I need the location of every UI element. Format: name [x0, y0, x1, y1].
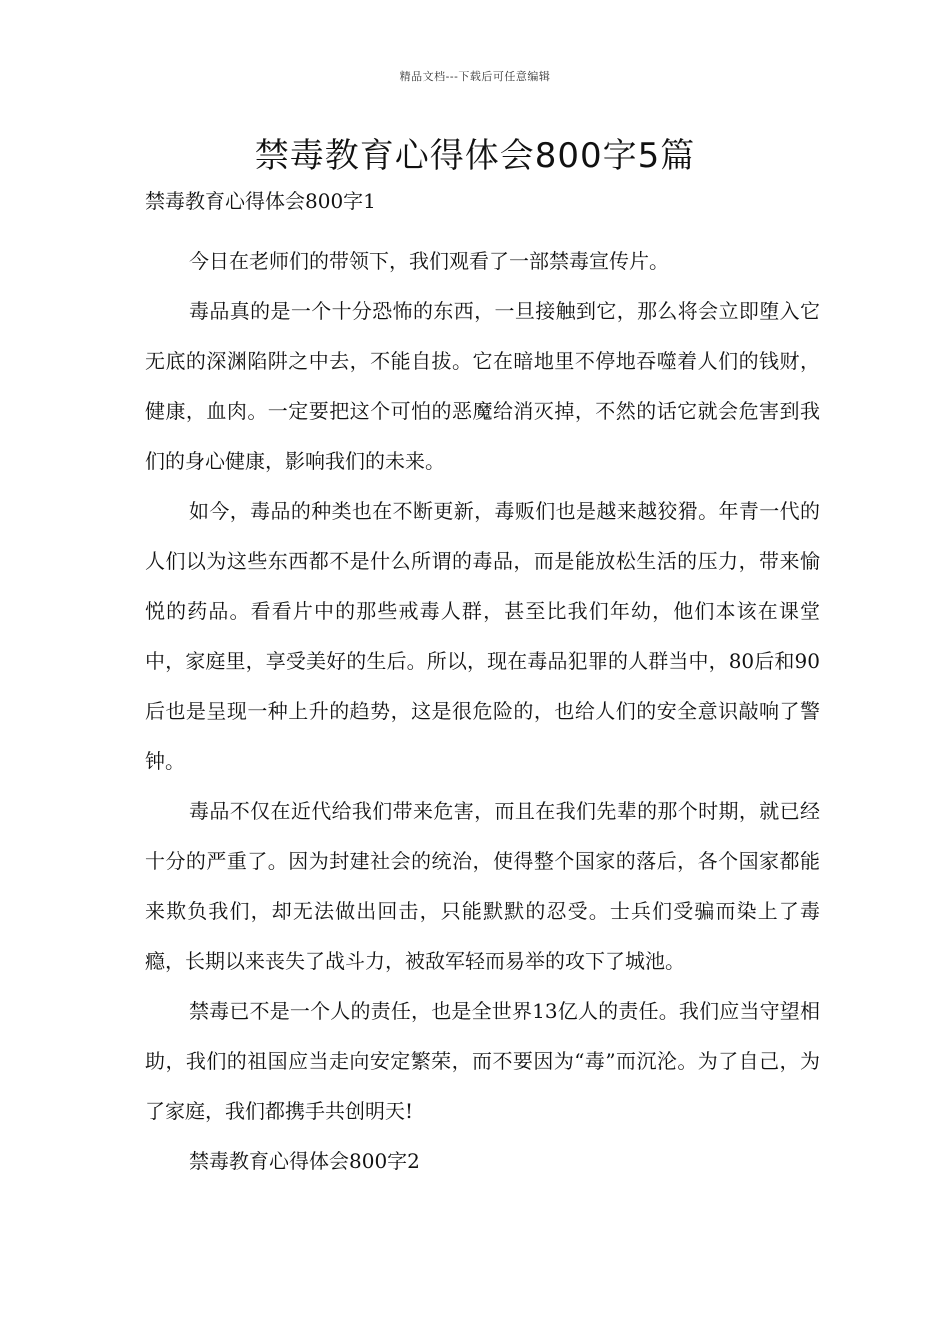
paragraph-2: 毒品真的是一个十分恐怖的东西，一旦接触到它，那么将会立即堕入它无底的深渊陷阱之中去，不能自拔。它在暗地里不停地吞噬着人们的钱财，健康，血肉。一定要把这个可怕的恶魔给消灭掉，不然的话它就会危害到我们的身心健康，影响我们的未来。 [145, 299, 820, 473]
paragraph-1: 今日在老师们的带领下，我们观看了一部禁毒宣传片。 [189, 249, 669, 273]
section-heading-2: 禁毒教育心得体会800字2 [189, 1149, 420, 1173]
paragraph-4: 毒品不仅在近代给我们带来危害，而且在我们先辈的那个时期，就已经十分的严重了。因为封建社会的统治，使得整个国家的落后，各个国家都能来欺负我们，却无法做出回击，只能默默的忍受。士兵们受骗而染上了毒瘾，长期以来丧失了战斗力，被敌军轻而易举的攻下了城池。 [145, 799, 820, 973]
paragraph-3: 如今，毒品的种类也在不断更新，毒贩们也是越来越狡猾。年青一代的人们以为这些东西都不是什么所谓的毒品，而是能放松生活的压力，带来愉悦的药品。看看片中的那些戒毒人群，甚至比我们年幼，他们本该在课堂中，家庭里，享受美好的生后。所以，现在毒品犯罪的人群当中，80后和90后也是呈现一种上升的趋势，这是很危险的，也给人们的安全意识敲响了警钟。 [145, 499, 820, 773]
paragraph-5: 禁毒已不是一个人的责任，也是全世界13亿人的责任。我们应当守望相助，我们的祖国应当走向安定繁荣，而不要因为“毒”而沉沦。为了自己，为了家庭，我们都携手共创明天! [145, 999, 820, 1123]
document-title: 禁毒教育心得体会800字5篇 [254, 136, 696, 176]
document-body [145, 186, 820, 1186]
section-heading-1: 禁毒教育心得体会800字1 [145, 189, 376, 213]
header-note: 精品文档---下载后可任意编辑 [399, 70, 551, 83]
